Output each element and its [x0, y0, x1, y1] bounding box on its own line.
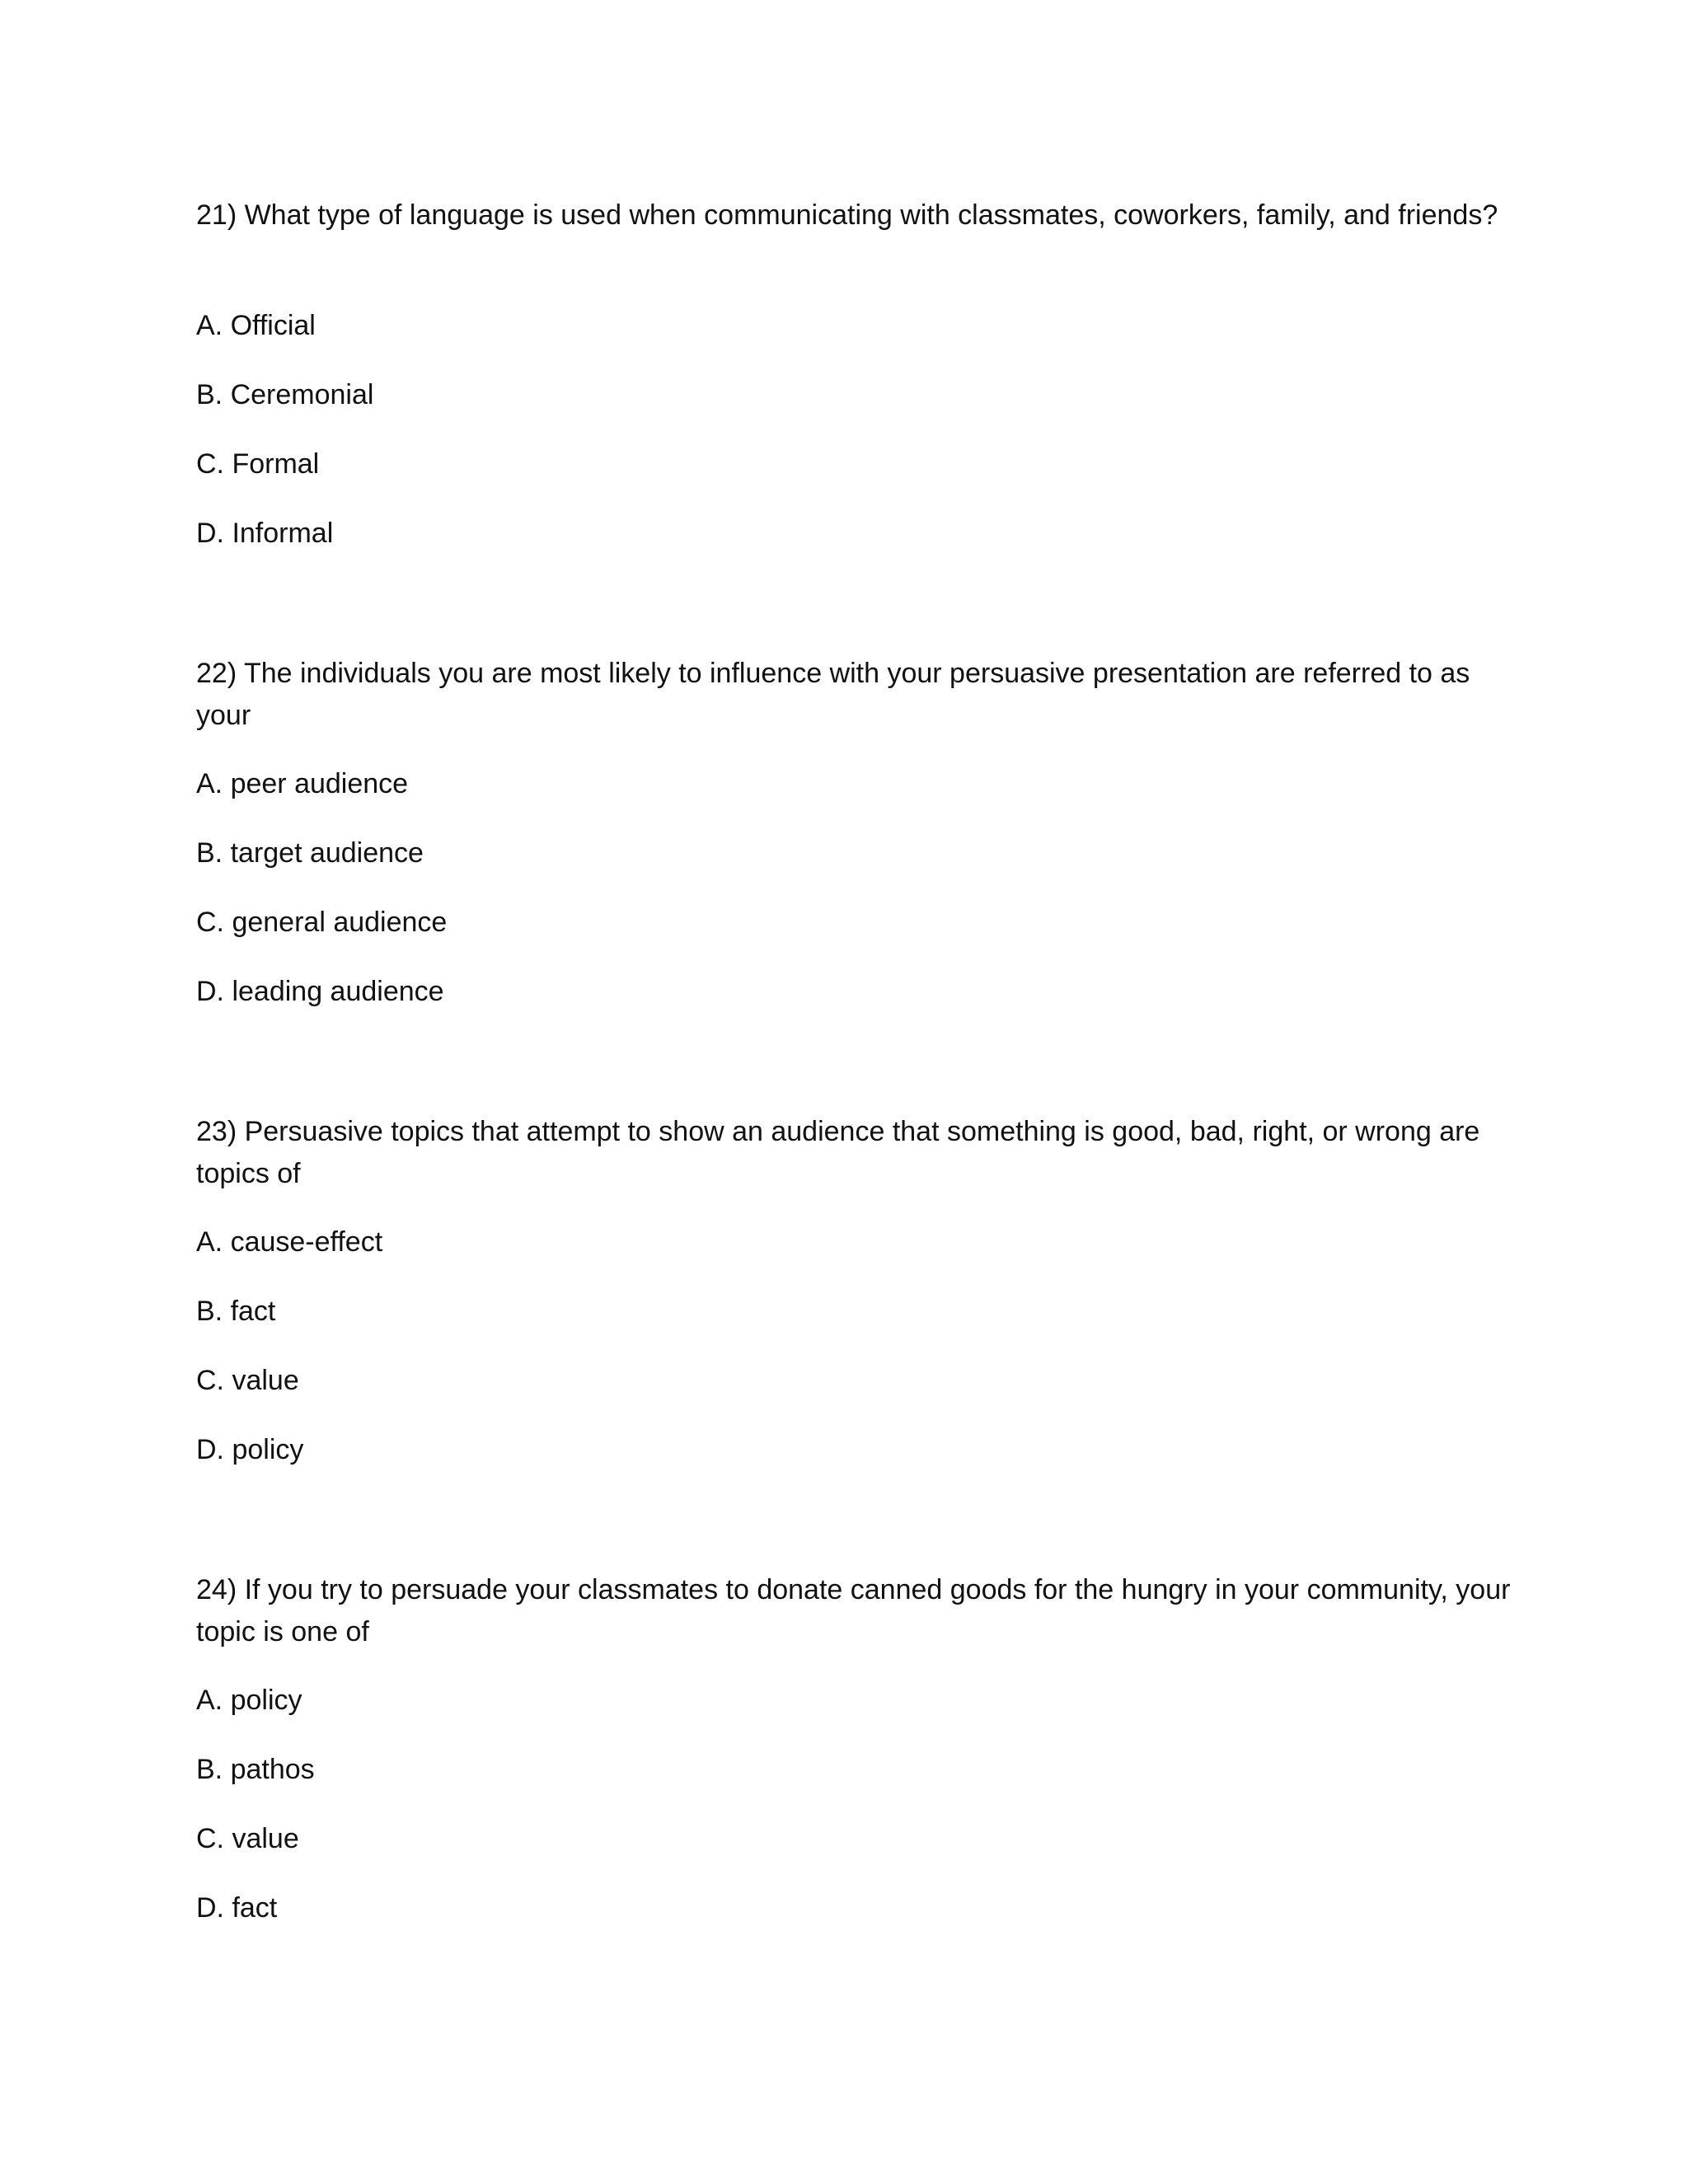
question-text: 22) The individuals you are most likely to influence with your persuasive presentation are referred to as your: [196, 658, 1470, 731]
answer-option: A. policy: [196, 1685, 302, 1716]
answer-option: A. peer audience: [196, 768, 409, 799]
question-text: 24) If you try to persuade your classmates to donate canned goods for the hungry in your community, your topic is one of: [196, 1574, 1511, 1647]
answer-option: C. Formal: [196, 448, 320, 480]
answer-option: A. cause-effect: [196, 1226, 383, 1258]
answer-option: B. target audience: [196, 837, 424, 869]
answer-option: B. pathos: [196, 1754, 315, 1785]
answer-option: D. leading audience: [196, 976, 444, 1007]
answer-option: C. general audience: [196, 907, 448, 938]
question-block: [196, 1111, 1515, 1465]
answer-option: A. Official: [196, 310, 316, 341]
answer-option: D. policy: [196, 1434, 304, 1465]
answer-option: C. value: [196, 1365, 299, 1396]
question-text: 23) Persuasive topics that attempt to show an audience that something is good, bad, right, or wrong are topics of: [196, 1116, 1480, 1189]
question-text: 21) What type of language is used when communicating with classmates, coworkers, family, and friends?: [196, 199, 1498, 231]
answer-option: B. fact: [196, 1296, 276, 1327]
question-block: [196, 194, 1515, 549]
answer-option: D. fact: [196, 1892, 278, 1924]
question-block: [196, 1569, 1515, 1924]
question-block: [196, 653, 1515, 1007]
answer-option: C. value: [196, 1823, 299, 1854]
answer-option: D. Informal: [196, 518, 334, 549]
answer-option: B. Ceremonial: [196, 379, 374, 410]
